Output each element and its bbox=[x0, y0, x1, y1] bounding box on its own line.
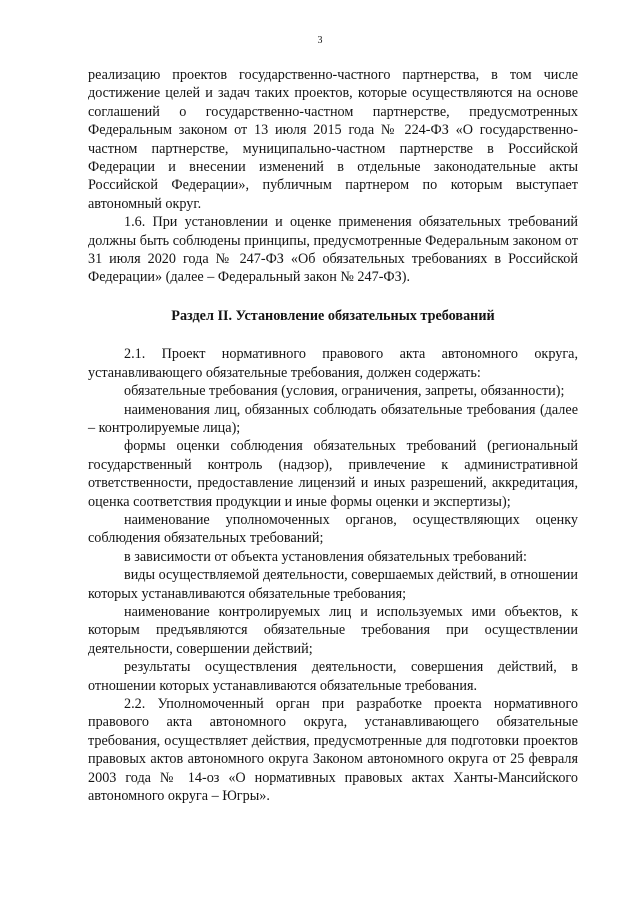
list-item-controlled-persons: наименования лиц, обязанных соблюдать обязательные требования (далее – контролируемые лица); bbox=[88, 401, 578, 436]
page-number: 3 bbox=[317, 35, 323, 46]
list-item-activity-types: виды осуществляемой деятельности, совершаемых действий, в отношении которых устанавливаются обязательные требования; bbox=[88, 567, 578, 602]
list-item-results: результаты осуществления деятельности, совершения действий, в отношении которых устанавливаются обязательные требования. bbox=[88, 659, 578, 694]
paragraph-continuation: реализацию проектов государственно-частного партнерства, в том числе достижение целей и задач таких проектов, которые осуществляются на основе соглашений о государственно-частном партнерстве, предусмотренных Федеральным законом от 13 июля 2015 года № 224-ФЗ «О государственно-частном партнерстве, муниципально-частном партнерстве в Российской Федерации и внесении изменений в отдельные законодательные акты Российской Федерации», публичным партнером по которым выступает автономный округ. bbox=[88, 67, 578, 212]
list-item-controlled-objects: наименование контролируемых лиц и используемых ими объектов, к которым предъявляются обязательные требования при осуществлении деятельности, совершении действий; bbox=[88, 603, 578, 657]
list-item-assessment-forms: формы оценки соблюдения обязательных требований (региональный государственный контроль (надзор), привлечение к административной ответственности, предоставление лицензий и иных разрешений, аккредитация, оценка соответствия продукции и иные формы оценки и экспертизы); bbox=[88, 438, 578, 510]
paragraph-2-1: 2.1. Проект нормативного правового акта автономного округа, устанавливающего обязательные требования, должен содержать: bbox=[88, 346, 578, 381]
paragraph-1-6: 1.6. При установлении и оценке применения обязательных требований должны быть соблюдены принципы, предусмотренные Федеральным законом от 31 июля 2020 года № 247-ФЗ «Об обязательных требованиях в Российской Федерации» (далее – Федеральный закон № 247-ФЗ). bbox=[88, 214, 578, 286]
paragraph-2-2: 2.2. Уполномоченный орган при разработке проекта нормативного правового акта автономного округа, устанавливающего обязательные требования, осуществляет действия, предусмотренные для подготовки проектов правовых актов автономного округа Законом автономного округа от 25 февраля 2003 года № 14-оз «О нормативных правовых актах Ханты-Мансийского автономного округа – Югры». bbox=[88, 696, 578, 805]
list-item-requirements: обязательные требования (условия, ограничения, запреты, обязанности); bbox=[124, 383, 565, 400]
list-item-authorized-bodies: наименование уполномоченных органов, осуществляющих оценку соблюдения обязательных требований; bbox=[88, 511, 578, 547]
list-item-object-dependence: в зависимости от объекта установления обязательных требований: bbox=[124, 548, 527, 565]
document-body bbox=[88, 66, 578, 805]
section-heading: Раздел II. Установление обязательных требований bbox=[171, 307, 495, 324]
